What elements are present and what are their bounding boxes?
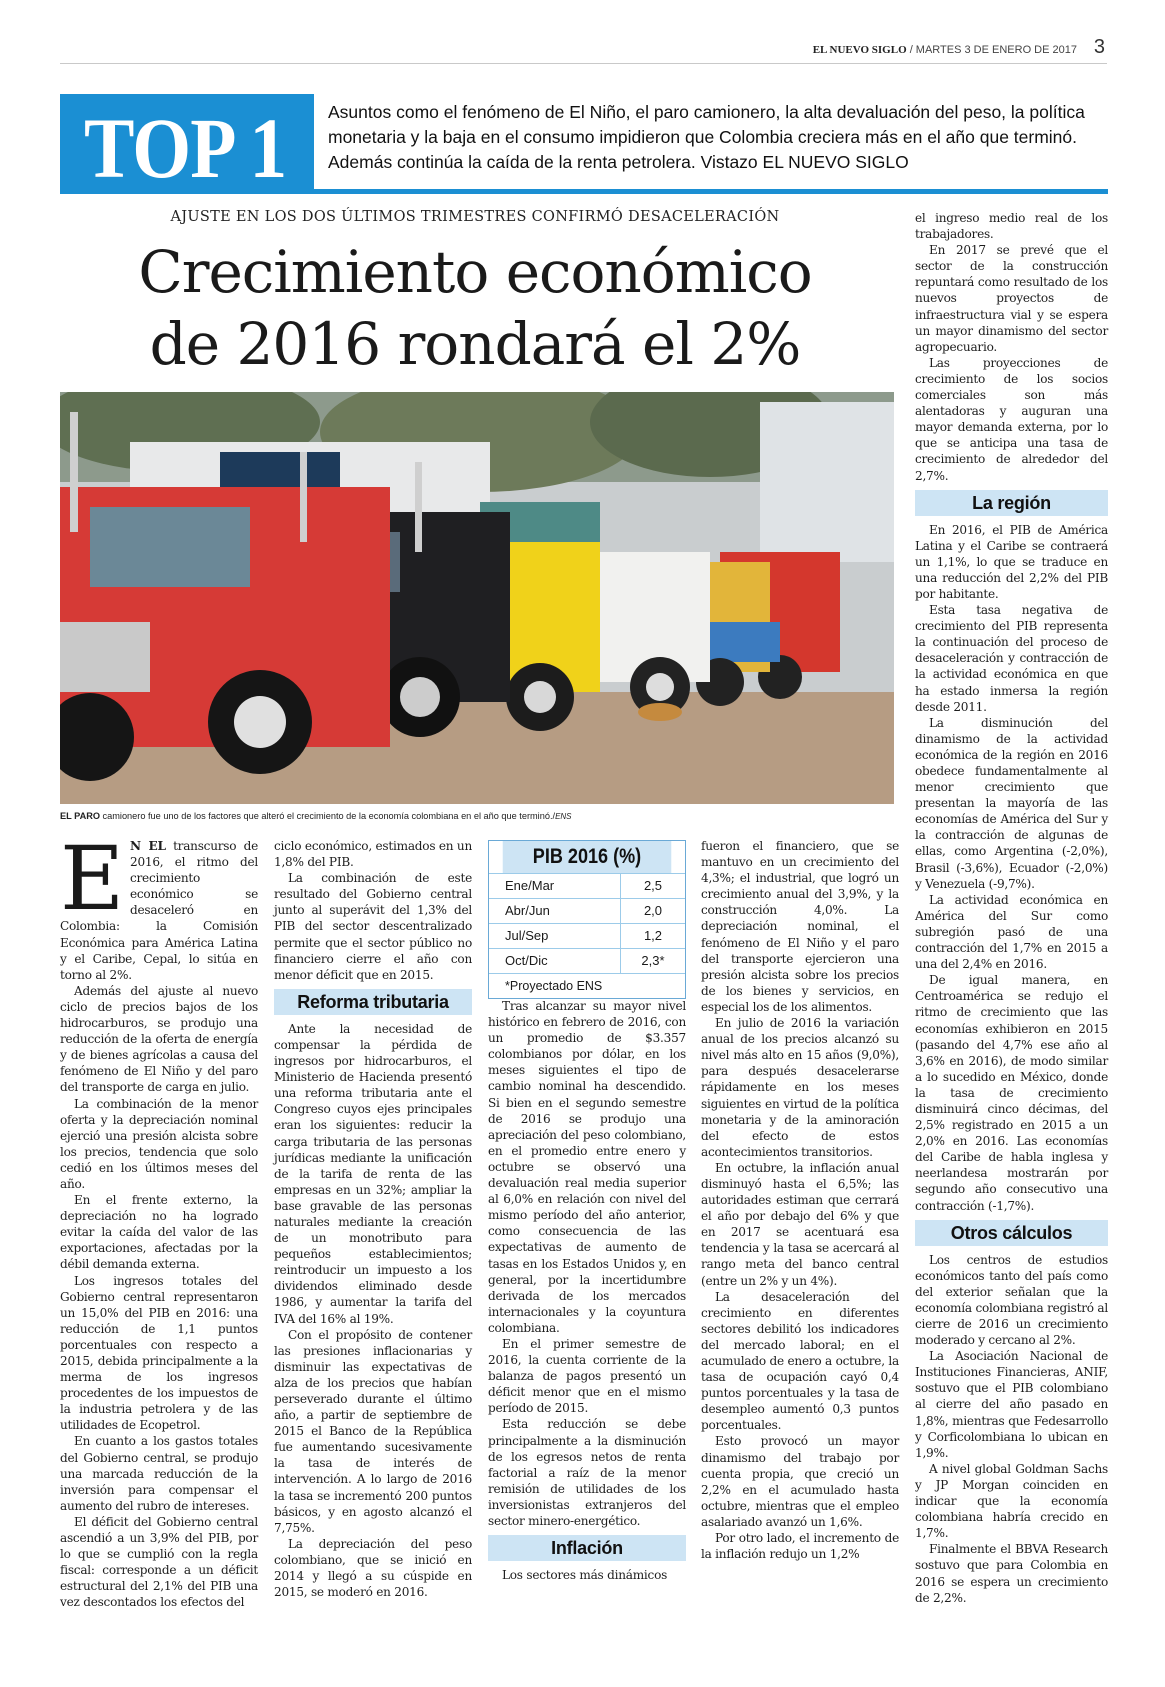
paragraph: En octubre, la inflación anual disminuyó hasta el 6,5%; las autoridades estiman que cerrará el año por debajo del 6% y que en 2017 se acentuará esa tendencia y la tasa se acercará al rango meta del banco central (entre un 2% y un 4%). xyxy=(701,1160,899,1288)
paragraph: La disminución del dinamismo de la actividad económica de la región en 2016 obedece fundamentalmente al menor crecimiento que presentan la mayoría de las economías de América del Sur y la contracción de algunas de ellas, como Argentina (-2,0%), Brasil (-3,6%), Ecuador (-2,0%) y Venezuela (-9,7%). xyxy=(915,715,1108,891)
paragraph: Finalmente el BBVA Research sostuvo que para Colombia en 2016 se espera un crecimiento de 2,2%. xyxy=(915,1542,1108,1605)
article-kicker: AJUSTE EN LOS DOS ÚLTIMOS TRIMESTRES CONFIRMÓ DESACELERACIÓN xyxy=(170,209,780,225)
paragraph: Las proyecciones de crecimiento de los socios comerciales son más alentadoras y auguran una mayor demanda externa, por lo que se anticipa una tasa de crecimiento de alrededor del 2,7%. xyxy=(915,355,1108,483)
row-label: Ene/Mar xyxy=(489,874,621,898)
publication-name: EL NUEVO SIGLO xyxy=(812,44,907,56)
column-1 xyxy=(60,827,258,1611)
banner-summary: Asuntos como el fenómeno de El Niño, el paro camionero, la alta devaluación del peso, la política monetaria y la baja en el consumo impidieron que Colombia creciera más en el año que terminó. Además continúa la caída de la renta petrolera. Vistazo EL NUEVO SIGLO xyxy=(328,102,1085,172)
paragraph: La Asociación Nacional de Instituciones Financieras, ANIF, sostuvo que el PIB colombiano al cierre del año pasado en 1,8%, mientras que Fedesarrollo y Corficolombiana lo ubican en 1,9%. xyxy=(915,1349,1108,1460)
row-label: Abr/Jun xyxy=(489,899,621,923)
paragraph: Los ingresos totales del Gobierno central representaron un 15,0% del PIB en 2016: una reducción de 1,1 puntos porcentuales con respecto a 2015, debida principalmente a la merma de los ingresos procedentes de los impuestos de la industria petrolera y de las utilidades de Ecopetrol. xyxy=(60,1273,258,1433)
paragraph: ciclo económico, estimados en un 1,8% del PIB. xyxy=(274,839,472,870)
paragraph: A nivel global Goldman Sachs y JP Morgan coinciden en indicar que la economía colombiana habría crecido en 1,7%. xyxy=(915,1461,1108,1541)
paragraph: Esta reducción se debe principalmente a la disminución de los egresos netos de renta factorial a raíz de la menor remisión de utilidades de los inversionistas extranjeros del sector minero-energético. xyxy=(488,1417,686,1528)
lead-text: transcurso de 2016, el ritmo del crecimiento económico se desaceleró en Colombia: la Comisión Económica para América Latina y el Caribe, Cepal, lo sitúa en torno al 2%. xyxy=(60,839,258,982)
paragraph: De igual manera, en Centroamérica se redujo el ritmo de crecimiento que las economías exhibieron en 2015 (pasando del 4,7% ese año al 3,6% en 2016), de modo similar a lo sucedido en México, donde la tasa de crecimiento disminuirá cinco décimas, del 2,5% registrado en 2015 a un 2,0% en 2016. Las economías del Caribe de habla inglesa y neerlandesa mostrarán por segundo año consecutivo una contracción (-1,7%). xyxy=(915,973,1108,1213)
table-row xyxy=(489,923,685,948)
table-row xyxy=(489,873,685,898)
paragraph: La desaceleración del crecimiento en diferentes sectores debilitó los indicadores del mercado laboral; en el acumulado de enero a octubre, la tasa de ocupación cayó 0,4 puntos porcentuales y la tasa de desempleo aumentó 0,3 puntos porcentuales. xyxy=(701,1289,899,1433)
row-value: 2,3* xyxy=(641,953,665,968)
subhead-reforma-tributaria: Reforma tributaria xyxy=(274,989,472,1015)
paragraph: La combinación de la menor oferta y la depreciación nominal ejerció una presión alcista sobre los precios, tendencia que solo cedió en los últimos meses del año. xyxy=(60,1096,258,1191)
paragraph: Los centros de estudios económicos tanto del país como del exterior señalan que la economía colombiana registró al cierre de 2016 un crecimiento moderado y cercano al 2%. xyxy=(915,1252,1108,1348)
paragraph: Por otro lado, el incremento de la inflación redujo un 1,2% xyxy=(701,1531,899,1562)
page-number: 3 xyxy=(1093,36,1105,58)
caption-lead: EL PARO xyxy=(60,811,100,821)
headline-line-1: Crecimiento económico xyxy=(138,238,812,306)
article-photo xyxy=(60,392,894,804)
top-banner xyxy=(60,94,1108,194)
top-label: TOP 1 xyxy=(84,100,287,196)
paragraph: La depreciación del peso colombiano, que se inició en 2014 y llegó a su cúspide en 2015, se moderó en 2016. xyxy=(274,1536,472,1600)
subhead-inflacion: Inflación xyxy=(488,1535,686,1561)
paragraph: La actividad económica en América del Sur como subregión pasó de una contracción del 1,7% en 2015 a una del 2,4% en 2016. xyxy=(915,892,1108,972)
paragraph: Tras alcanzar su mayor nivel histórico en febrero de 2016, con un promedio de $3.357 colombianos por dólar, en los meses siguientes el tipo de cambio nominal ha descendido. Si bien en el segundo semestre de 2016 se produjo una apreciación del peso colombiano, en el promedio entre enero y octubre se observó una devaluación real media superior al 6,0% en relación con nivel del mismo período del año anterior, como consecuencia de las expectativas de aumento de tasas en los Estados Unidos y, en general, por la incertidumbre derivada de los mercados internacionales y la coyuntura colombiana. xyxy=(488,999,686,1335)
issue-date: / MARTES 3 DE ENERO DE 2017 xyxy=(909,44,1077,56)
paragraph: Esta tasa negativa de crecimiento del PIB representa la continuación del proceso de desaceleración y contracción de la actividad económica en que ha estado inmersa la región desde 2011. xyxy=(915,603,1108,714)
paragraph: El déficit del Gobierno central ascendió a un 3,9% del PIB, por lo que se cumplió con la regla fiscal: corresponde a un déficit estructural del 2,1% del PIB una vez descontados los efectos del xyxy=(60,1514,258,1610)
lead-paragraph xyxy=(60,827,258,983)
photo-caption xyxy=(60,811,900,821)
paragraph: La combinación de este resultado del Gobierno central junto al superávit del 1,3% del PIB del sector descentralizado permite que el sector público no financiero cierre el año con menor déficit que en 2015. xyxy=(274,871,472,982)
photo-credit: ENS xyxy=(555,812,572,821)
row-value: 1,2 xyxy=(643,928,663,943)
column-3 xyxy=(488,998,686,1583)
paragraph: el ingreso medio real de los trabajadores. xyxy=(915,211,1108,242)
top-label-box xyxy=(60,94,314,194)
paragraph: Los sectores más dinámicos xyxy=(502,1568,668,1583)
table-row xyxy=(489,898,685,923)
row-label: Oct/Dic xyxy=(489,949,621,973)
row-value: 2,0 xyxy=(643,903,663,918)
article-headline xyxy=(60,236,890,380)
pib-table-note: *Proyectado ENS xyxy=(489,973,685,998)
column-4 xyxy=(701,838,899,1562)
pib-table xyxy=(488,840,686,999)
paragraph: En 2017 se prevé que el sector de la construcción repuntará como resultado de los nuevos proyectos de infraestructura vial y se espera un mayor dinamismo del sector agropecuario. xyxy=(915,243,1108,354)
paragraph: En el primer semestre de 2016, la cuenta corriente de la balanza de pagos presentó un déficit menor que en el mismo período de 2015. xyxy=(488,1336,686,1416)
paragraph: En el frente externo, la depreciación no ha logrado evitar la caída del valor de las exportaciones, afectadas por la débil demanda externa. xyxy=(60,1193,258,1272)
drop-cap: E xyxy=(60,827,124,930)
pib-table-title: PIB 2016 (%) xyxy=(503,841,672,873)
lead-bold: N EL xyxy=(130,839,166,853)
paragraph: Ante la necesidad de compensar la pérdida de ingresos por hidrocarburos, el Ministerio de Hacienda presentó una reforma tributaria ante el Congreso cuyos ejes principales eran los siguientes: reducir la carga tributaria de las personas jurídicas mediante la unificación de la tarifa de renta de las empresas en un 32%; ampliar la base gravable de las personas naturales mediante la creación de un monotributo para pequeños establecimientos; reintroducir un impuesto a los dividendos eliminado desde 1986, y aumentar la tarifa del IVA del 16% al 19%. xyxy=(274,1021,472,1326)
headline-line-2: de 2016 rondará el 2% xyxy=(149,310,801,378)
paragraph: En 2016, el PIB de América Latina y el Caribe se contraerá un 1,1%, lo que se traduce en una reducción del 2,2% del PIB por habitante. xyxy=(915,522,1108,601)
paragraph: En cuanto a los gastos totales del Gobierno central, se produjo una marcada reducción de la inversión para compensar el aumento del rubro de intereses. xyxy=(60,1434,258,1513)
column-2 xyxy=(274,838,472,1600)
table-row xyxy=(489,948,685,973)
paragraph: Esto provocó un mayor dinamismo del trabajo por cuenta propia, que creció un 2,2% en el acumulado hasta octubre, mientras que el empleo asalariado avanzó un 1,6%. xyxy=(701,1434,899,1529)
running-header xyxy=(60,38,1107,64)
paragraph: Con el propósito de contener las presiones inflacionarias y disminuir las expectativas de alza de los precios que habían perseverado durante el último año, a partir de septiembre de 2015 el Banco de la República fue aumentando sucesivamente la tasa de interés de intervención. A lo largo de 2016 la tasa se incrementó 200 puntos básicos, y en agosto alcanzó el 7,75%. xyxy=(274,1327,472,1535)
row-label: Jul/Sep xyxy=(489,924,621,948)
running-header-text xyxy=(813,44,1077,56)
paragraph: Además del ajuste al nuevo ciclo de precios bajos de los hidrocarburos, se produjo una reducción de la oferta de energía y de bienes agrícolas a causa del fenómeno de El Niño y del paro del transporte de carga en julio. xyxy=(60,983,258,1095)
caption-text: camionero fue uno de los factores que alteró el crecimiento de la economía colombiana en el año que terminó./ xyxy=(100,811,556,821)
subhead-otros-calculos: Otros cálculos xyxy=(915,1220,1108,1246)
row-value: 2,5 xyxy=(643,878,663,893)
paragraph: fueron el financiero, que se mantuvo en un crecimiento del 4,3%; el industrial, que logró un crecimiento anual del 3,9%, y la construcción 4,0%. La depreciación nominal, el fenómeno de El Niño y el paro del transporte ejercieron una presión alcista sobre los precios de los bienes y servicios, en especial los de los alimentos. xyxy=(701,839,899,1014)
column-5 xyxy=(915,210,1108,1606)
subhead-la-region: La región xyxy=(915,490,1108,516)
trucks-photo-illustration xyxy=(60,392,894,804)
paragraph: En julio de 2016 la variación anual de los precios alcanzó su nivel más alto en 15 años (9,0%), para después desacelerarse rápidamente en los meses siguientes en virtud de la política monetaria y de la aminoración del efecto de estos acontecimientos transitorios. xyxy=(701,1016,899,1159)
